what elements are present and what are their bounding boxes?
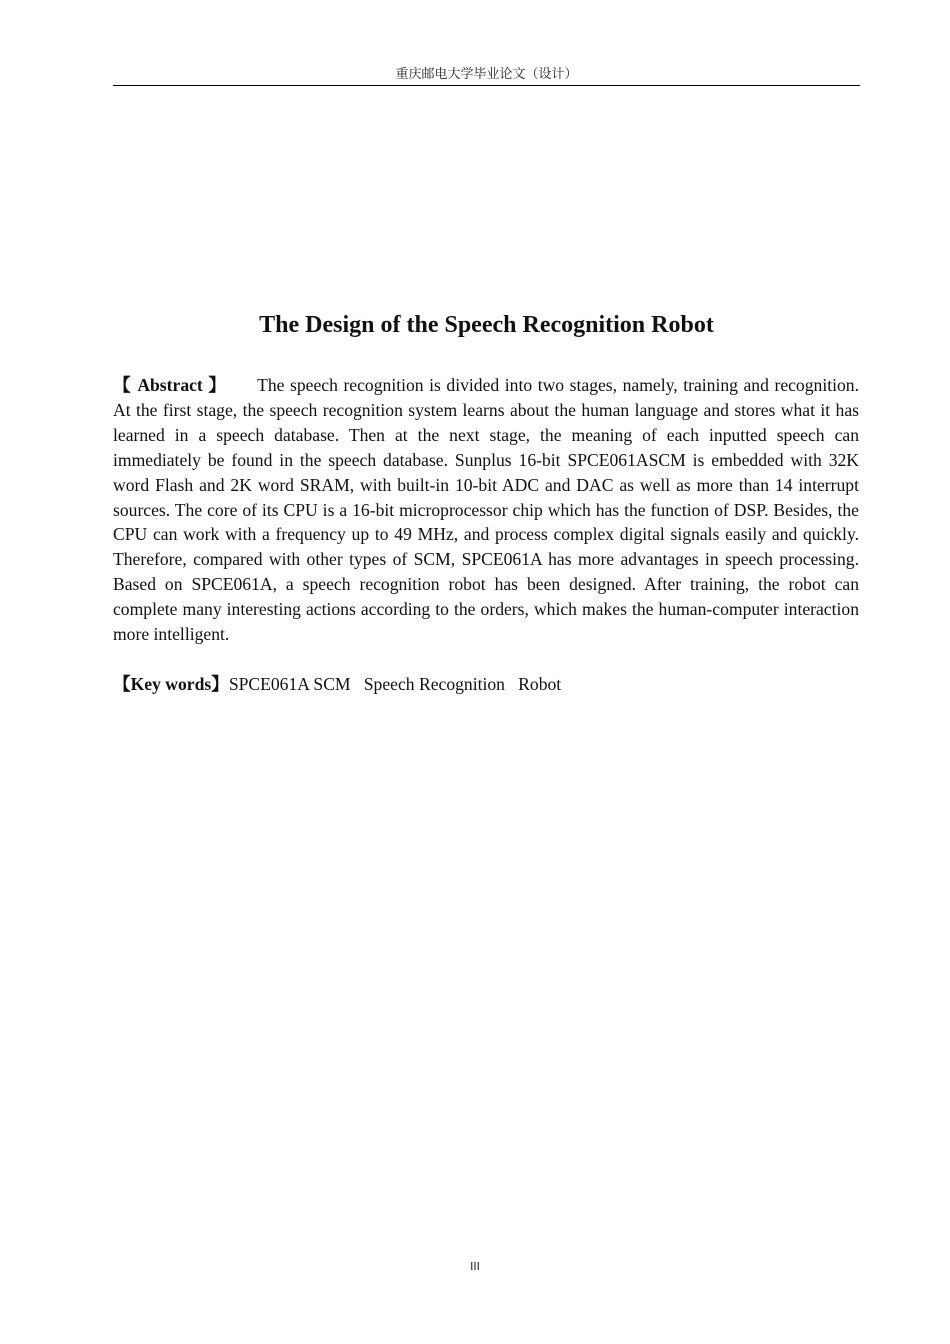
abstract-paragraph bbox=[113, 373, 859, 647]
running-header: 重庆邮电大学毕业论文（设计） bbox=[395, 67, 578, 82]
abstract-text: The speech recognition is divided into two stages, namely, training and recognition. At the first stage, the speech recognition system learns about the human language and stores what it has learned in a speech database. Then at the next stage, the meaning of each inputted speech can immediately be found in the speech database. Sunplus 16-bit SPCE061ASCM is embedded with 32K word Flash and 2K word SRAM, with built-in 10-bit ADC and DAC as well as more than 14 interrupt sources. The core of its CPU is a 16-bit microprocessor chip which has the function of DSP. Besides, the CPU can work with a frequency up to 49 MHz, and process complex digital signals easily and quickly. Therefore, compared with other types of SCM, SPCE061A has more advantages in speech processing. Based on SPCE061A, a speech recognition robot has been designed. After training, the robot can complete many interesting actions according to the orders, which makes the human-computer interaction more intelligent. bbox=[113, 375, 859, 645]
keywords-text: SPCE061A SCM Speech Recognition Robot bbox=[228, 674, 562, 694]
keywords-line bbox=[113, 672, 859, 697]
header-rule bbox=[113, 85, 860, 86]
page-number: III bbox=[470, 1260, 480, 1273]
paper-title: The Design of the Speech Recognition Robot bbox=[259, 312, 714, 338]
keywords-label: 【Key words】 bbox=[113, 674, 229, 694]
abstract-label: 【 Abstract 】 bbox=[113, 375, 228, 395]
